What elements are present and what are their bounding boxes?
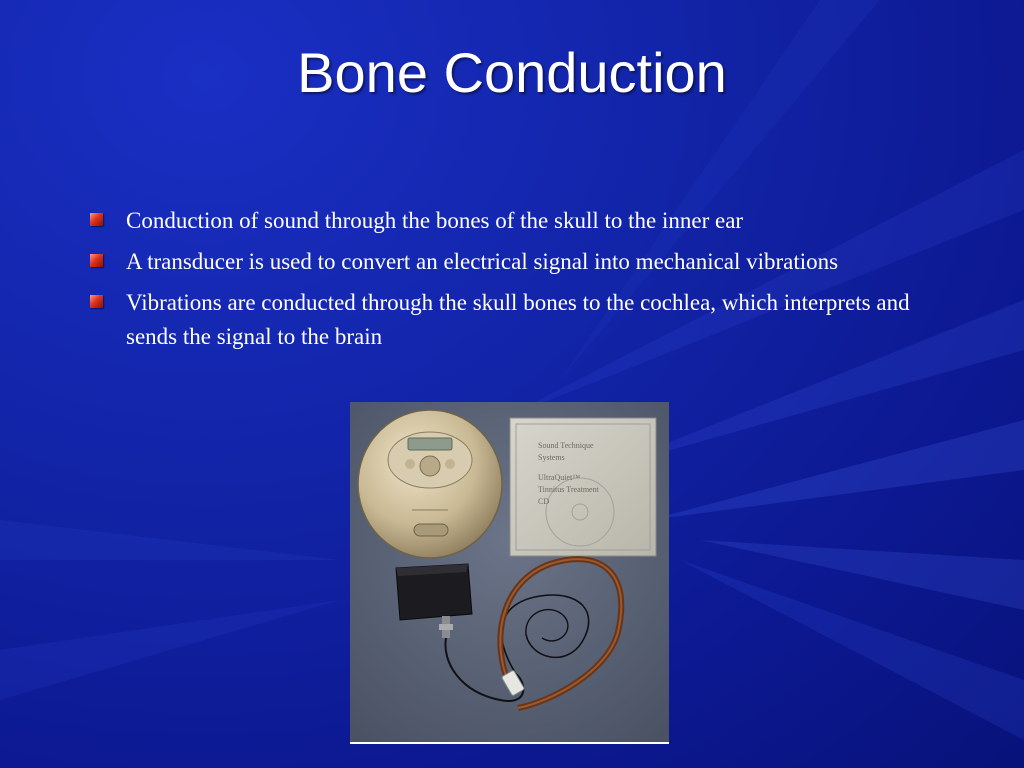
sleeve-text: CD bbox=[538, 497, 550, 506]
bullet-text: Vibrations are conducted through the skull bones to the cochlea, which interprets and sends the signal to the brain bbox=[126, 290, 910, 349]
sleeve-text: Sound Technique bbox=[538, 441, 594, 450]
bullet-item bbox=[86, 245, 946, 279]
sleeve-text: Systems bbox=[538, 453, 565, 462]
bullet-square-icon bbox=[90, 254, 103, 267]
slide-title: Bone Conduction bbox=[297, 41, 727, 104]
sleeve-text: UltraQuiet™ bbox=[538, 473, 581, 482]
cd-sleeve bbox=[510, 418, 656, 556]
bullet-square-icon bbox=[90, 213, 103, 226]
bullet-text: Conduction of sound through the bones of the skull to the inner ear bbox=[126, 208, 744, 233]
sleeve-text: Tinnitus Treatment bbox=[538, 485, 599, 494]
bullet-square-icon bbox=[90, 295, 103, 308]
device-photo bbox=[350, 402, 669, 744]
bullet-list bbox=[86, 204, 946, 361]
cd-player bbox=[358, 410, 502, 558]
bullet-item bbox=[86, 204, 946, 238]
bullet-text: A transducer is used to convert an electrical signal into mechanical vibrations bbox=[126, 249, 839, 274]
bullet-item bbox=[86, 286, 946, 354]
